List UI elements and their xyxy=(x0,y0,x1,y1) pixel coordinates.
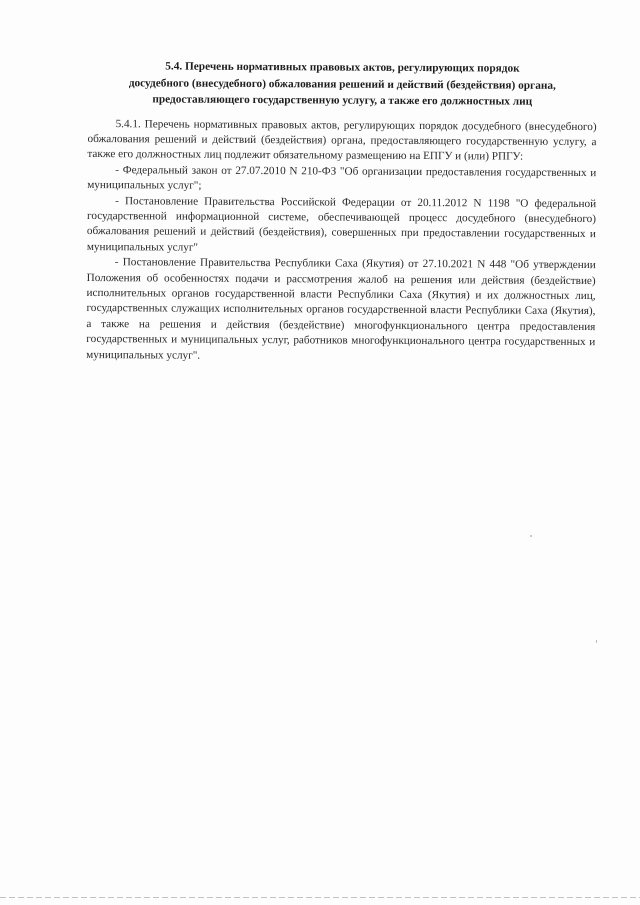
document-body xyxy=(86,58,597,366)
section-heading-line-2: досудебного (внесудебного) обжалования решений и действий (бездействия) органа, xyxy=(128,76,556,92)
scan-bottom-edge xyxy=(0,897,640,898)
list-item-yakutia-decree-448: - Постановление Правительства Республики Саха (Якутия) от 27.10.2021 N 448 "Об утверждении Положения об особенностях подачи и рассмотрения жалоб на решения или действия (бездействие) исполнительных органов государственной власти Республики Саха (Якутия) и их должностных лиц, государственных служащих исполнительных органов государственной власти Республики Саха (Якутия), а также на решения и действия (бездействие) многофункционального центра предоставления государственных и муниципальных услуг, работников многофункционального центра государственных и муниципальных услуг". xyxy=(86,256,596,362)
scan-speck xyxy=(530,535,532,537)
section-heading xyxy=(88,58,597,111)
section-heading-line-1: 5.4. Перечень нормативных правовых актов, регулирующих порядок xyxy=(165,60,520,75)
section-heading-line-3: предоставляющего государственную услугу, а также его должностных лиц xyxy=(152,93,533,108)
list-item-federal-law: - Федеральный закон от 27.07.2010 N 210-ФЗ "Об организации предоставления государственных и муниципальных услуг"; xyxy=(87,163,597,192)
paragraph-5-4-1: 5.4.1. Перечень нормативных правовых актов, регулирующих порядок досудебного (внесудебного) обжалования решений и действий (бездействия) органа, предоставляющего государственную услугу, а также его должностных лиц подлежит обязательному размещению на ЕПГУ и (или) РПГУ: xyxy=(87,117,597,163)
list-item-government-decree-1198: - Постановление Правительства Российской Федерации от 20.11.2012 N 1198 "О федеральной государственной информационной системе, обеспечивающей процесс досудебного (внесудебного) обжалования решений и действий (бездействия), совершенных при предоставлении государственных и муниципальных услуг" xyxy=(86,194,597,254)
scan-speck xyxy=(596,640,597,643)
